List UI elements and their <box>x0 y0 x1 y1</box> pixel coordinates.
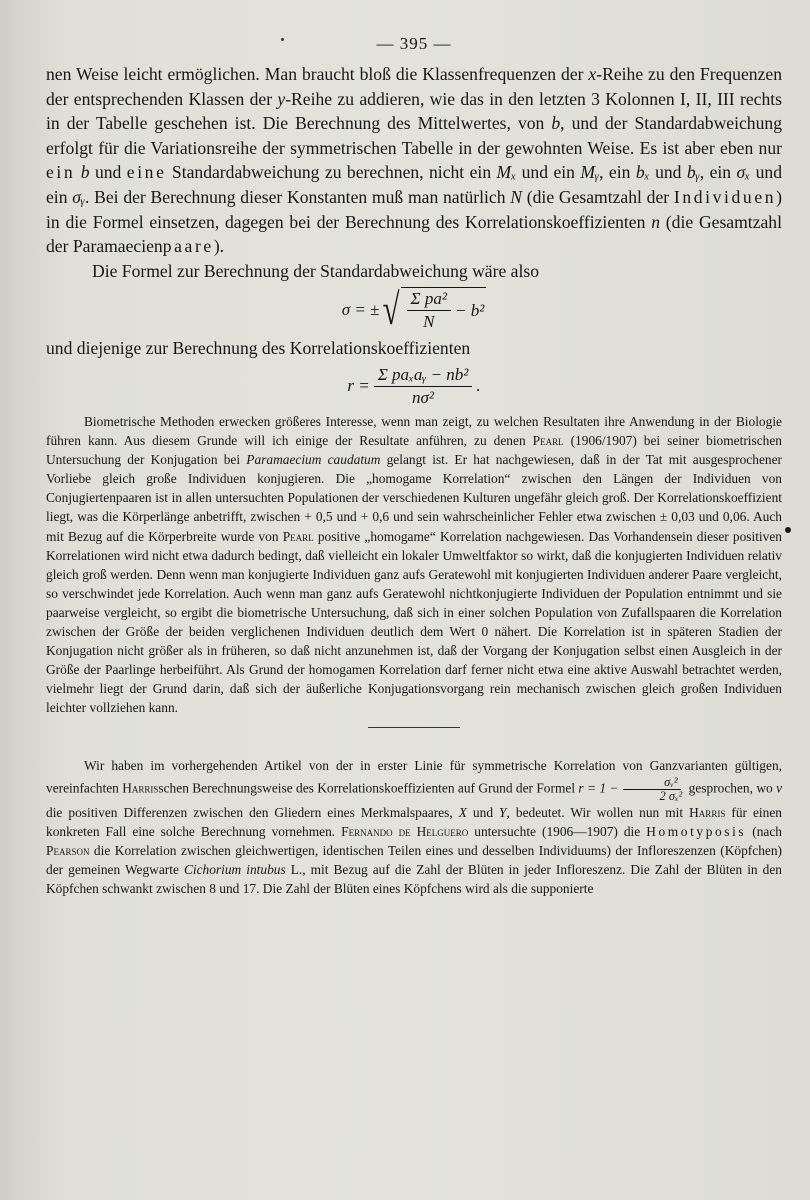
small-print-section <box>46 412 782 898</box>
page-number: — 395 — <box>376 34 452 53</box>
main-text <box>46 62 782 408</box>
standard-deviation-formula: σ = ± √ $\frac{\text{Σ pa²}}{N}$ − b² <box>341 284 485 334</box>
ink-speck <box>281 38 284 41</box>
paragraph-harris-method: Wir haben im vorhergehenden Artikel von der in erster Linie für symmetrische Korrelation von Ganzvarianten gültigen, vereinfachten Harrisschen Berechnungsweise des Korrelationskoeffizienten auf Grund der Formel r = 1 − $\frac{\text{σᵥ²}}{\text{2 σₓ²}}$ gesprochen, wo ν die positiven Differenzen zwischen den Gliedern eines Merkmalspaares, X und Y, bedeutet. Wir wollen nun mit Harris für einen konkreten Fall eine solche Berechnung vornehmen. Fernando de Helguero untersuchte (1906—1907) die Homotyposis (nach Pearson die Korrelation zwischen gleichwertigen, identischen Teilen eines und desselben Individuums) der Infloreszenzen (Köpfchen) der gemeinen Wegwarte Cichorium intubus L., mit Bezug auf die Zahl der Blüten in jeder Infloreszenz. Die Zahl der Blüten in den Köpfchen schwankt zwischen 8 und 17. Die Zahl der Blüten eines Köpfchens wird als die supponierte <box>46 758 783 896</box>
sqrt-sign: √ <box>382 284 400 334</box>
section-divider <box>368 727 460 728</box>
paragraph-biometric-results: Biometrische Methoden erwecken größeres Interesse, wenn man zeigt, zu welchen Resultaten ihre Anwendung in der Biologie führen kann. Aus diesem Grunde will ich einige der Resultate anführen, zu denen Pearl (1906/1907) bei seiner biometrischen Untersuchung der Konjugation bei Paramaecium caudatum gelangt ist. Er hat nachgewiesen, daß in der Tat mit ausgesprochener Vorliebe gleich große Individuen konjugieren. Die „homogame Korrelation“ zwischen den Längen der Individuen von Conjugiertenpaaren ist in allen untersuchten Populationen der verschiedenen Kulturen ungefähr gleich groß. Der Korrelationskoeffizient liegt, was die Körperlänge anbetrifft, zwischen + 0,5 und + 0,6 und sein wahrscheinlicher Fehler etwa zwischen ± 0,03 und 0,06. Auch mit Bezug auf die Körperbreite wurde von Pearl positive „homogame“ Korrelation nachgewiesen. Das Vorhandensein dieser positiven Korrelationen wird nicht etwa dadurch bedingt, daß vielleicht ein lokaler Umweltfaktor so wirkt, daß die konjugierten Individuen relativ gleich groß werden. Denn wenn man konjugierte Individuen ganz aufs Geratewohl mit konjugierten Individuen anderer Paare vergleicht, so verschwindet jede Korrelation. Auch wenn man ganz aufs Geratewohl nichtkonjugierte Individuen der Population entnimmt und sie paarweise vergleicht, so ergibt die biometrische Untersuchung, daß sich in einer solchen Population von Zufallspaaren die Korrelation zwischen der Größe der beiden verglichenen Individuen deutlich dem Wert 0 nähert. Die Korrelation ist in späteren Stadien der Konjugation nicht größer als in früheren, so daß nicht anzunehmen ist, daß der Vorgang der Konjugation selbst einen Ausgleich in der Größe der Paarlinge herbeiführt. Als Grund der homogamen Korrelation darf ferner nicht etwa eine aktive Auswahl betrachtet werden, vielmehr liegt der Grund darin, daß sich der äußerliche Konjugationsvorgang rein mechanisch zwischen gleich großen Individuen leichter vollziehen kann. <box>46 413 782 716</box>
paragraph-continuation: nen Weise leicht ermöglichen. Man braucht bloß die Klassenfrequenzen der x-Reihe zu den Frequenzen der entsprechenden Klassen der y-Reihe zu addieren, wie das in den letzten 3 Kolonnen I, II, III rechts in der Tabelle geschehen ist. Die Berechnung des Mittelwertes, von b, und der Standardabweichung erfolgt für die Variationsreihe der symmetrischen Tabelle in der gewohnten Weise. Es ist aber eben nur ein b und eine Standardabweichung zu berechnen, nicht ein Mₓ und ein Mᵧ, ein bₓ und bᵧ, ein σₓ und ein σᵧ. Bei der Berechnung dieser Konstanten muß man natürlich N (die Gesamtzahl der Individuen) in die Formel einsetzen, dagegen bei der Berechnung des Korrelationskoeffizienten n (die Gesamtzahl der Paramaecienpaare). <box>46 64 783 257</box>
formula-intro: Die Formel zur Berechnung der Standardabweichung wäre also <box>92 260 540 281</box>
ink-speck <box>785 527 791 533</box>
formula-intro: und diejenige zur Berechnung des Korrelationskoeffizienten <box>46 338 471 359</box>
correlation-formula: r = $\frac{\text{Σ paₓaᵧ − nb²}}{\text{nσ²}}$ . <box>347 364 481 407</box>
inline-formula: $\frac{\text{σᵥ²}}{\text{2 σₓ²}}$ <box>621 776 682 803</box>
